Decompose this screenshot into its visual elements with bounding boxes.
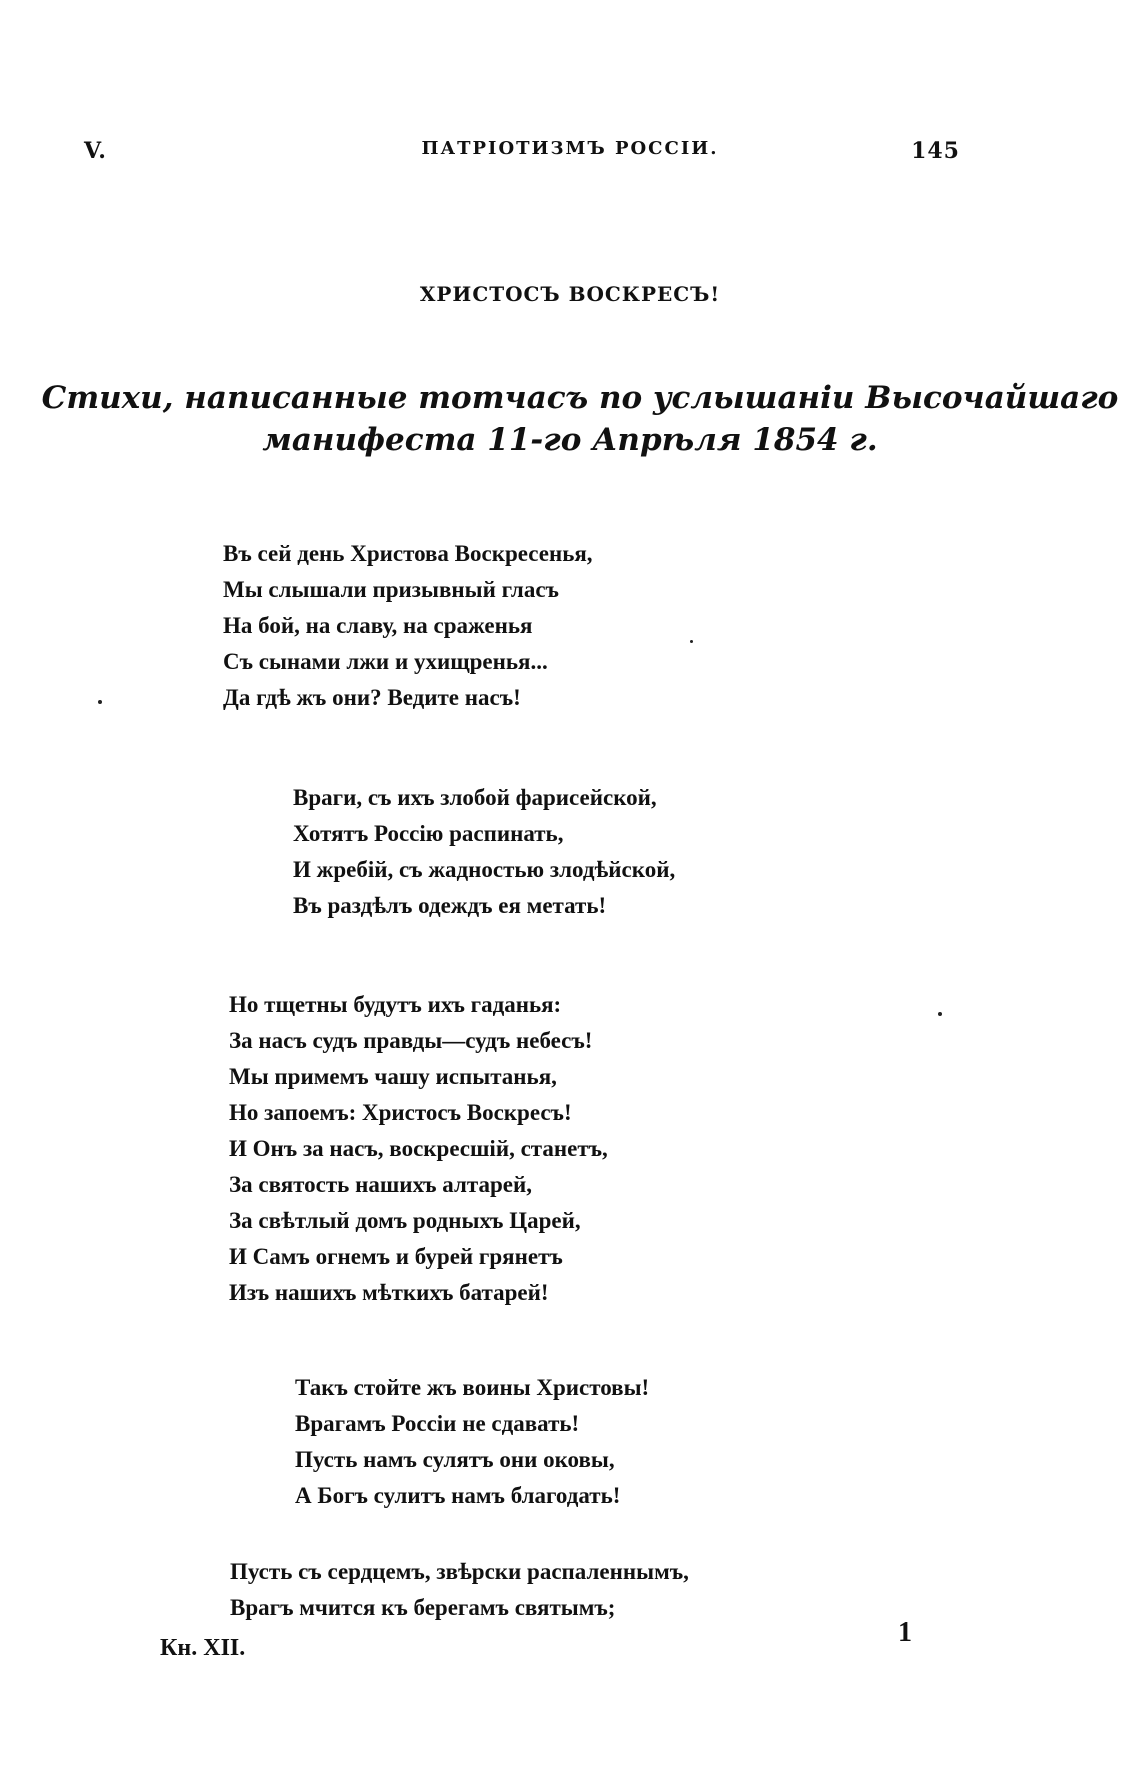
verse-line: Хотятъ Россію распинать,	[293, 821, 564, 846]
verse-line: Изъ нашихъ мѣткихъ батарей!	[229, 1280, 549, 1305]
verse-line: А Богъ сулитъ намъ благодать!	[295, 1483, 621, 1508]
print-speck	[98, 700, 102, 704]
printer-signature-label: Кн. XII.	[160, 1635, 246, 1661]
poem-subtitle-line: манифеста 11-го Апрѣля 1854 г.	[262, 422, 878, 458]
poem-title: ХРИСТОСЪ ВОСКРЕСЪ!	[419, 282, 721, 306]
print-speck	[690, 640, 693, 643]
verse-line: Врагамъ Россіи не сдавать!	[295, 1411, 580, 1436]
stanza-4	[295, 1370, 649, 1514]
page-number: 145	[911, 138, 960, 164]
verse-line: Враги, съ ихъ злобой фарисейской,	[293, 785, 657, 810]
verse-line: За насъ судъ правды—судъ небесъ!	[229, 1028, 593, 1053]
verse-line: За святость нашихъ алтарей,	[229, 1172, 532, 1197]
verse-line: На бой, на славу, на сраженья	[223, 613, 533, 638]
verse-line: И Онъ за насъ, воскресшій, станетъ,	[229, 1136, 608, 1161]
running-title: ПАТРІОТИЗМЪ РОССІИ.	[421, 138, 719, 159]
verse-line: Да гдѣ жъ они? Ведите насъ!	[223, 685, 521, 710]
verse-line: Пусть намъ сулятъ они оковы,	[295, 1447, 615, 1472]
stanza-3	[229, 987, 608, 1311]
verse-line: Такъ стойте жъ воины Христовы!	[295, 1375, 650, 1400]
verse-line: Мы примемъ чашу испытанья,	[229, 1064, 557, 1089]
verse-line: И Самъ огнемъ и бурей грянетъ	[229, 1244, 563, 1269]
stanza-5	[230, 1554, 689, 1626]
stanza-2	[293, 780, 675, 924]
verse-line: И жребій, съ жадностью злодѣйской,	[293, 857, 676, 882]
printer-signature-number: 1	[898, 1617, 912, 1648]
verse-line: Въ сей день Христова Воскресенья,	[223, 541, 593, 566]
verse-line: За свѣтлый домъ родныхъ Царей,	[229, 1208, 581, 1233]
verse-line: Но запоемъ: Христосъ Воскресъ!	[229, 1100, 572, 1125]
poem-subtitle-line: Стихи, написанные тотчасъ по услышаніи Высочайшаго	[41, 380, 1119, 416]
stanza-1	[223, 536, 593, 716]
verse-line: Въ раздѣлъ одеждъ ея метать!	[293, 893, 607, 918]
print-speck	[938, 1012, 942, 1016]
signature-mark: V.	[84, 138, 107, 164]
verse-line: Мы слышали призывный гласъ	[223, 577, 559, 602]
verse-line: Но тщетны будутъ ихъ гаданья:	[229, 992, 562, 1017]
verse-line: Съ сынами лжи и ухищренья...	[223, 649, 548, 674]
verse-line: Врагъ мчится къ берегамъ святымъ;	[230, 1595, 616, 1620]
verse-line: Пусть съ сердцемъ, звѣрски распаленнымъ,	[230, 1559, 689, 1584]
